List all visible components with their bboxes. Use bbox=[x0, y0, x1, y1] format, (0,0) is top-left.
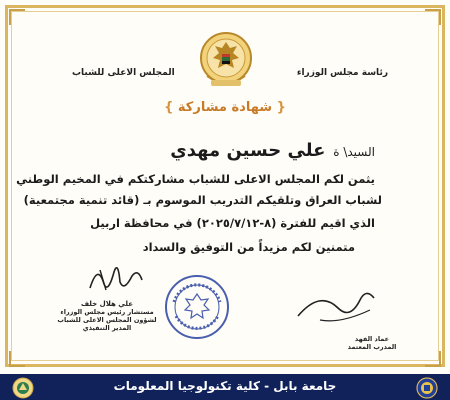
signature-block-left bbox=[52, 300, 162, 332]
signatory-name: عماد الفهد bbox=[354, 335, 390, 343]
corner-ornament bbox=[9, 351, 25, 367]
corner-ornament bbox=[425, 9, 441, 25]
corner-ornament bbox=[9, 9, 25, 25]
official-stamp-icon bbox=[162, 272, 232, 342]
header-council: المجلس الاعلى للشباب bbox=[72, 68, 175, 78]
corner-ornament bbox=[425, 351, 441, 367]
footer-text: جامعة بابل - كلية تكنولوجيا المعلومات bbox=[113, 379, 337, 393]
title-brace-close: } bbox=[164, 100, 174, 115]
signatory-name: علي هلال خلف bbox=[80, 300, 134, 308]
iraq-eagle-emblem-icon bbox=[197, 28, 255, 96]
recipient-line bbox=[170, 140, 375, 161]
university-logo-icon bbox=[12, 377, 34, 399]
signature-block-right bbox=[332, 335, 412, 351]
signatory-title: لشؤون المجلس الاعلى للشباب bbox=[57, 316, 157, 324]
signatory-title: المدرب المعتمد bbox=[347, 343, 397, 351]
certificate-title bbox=[0, 100, 450, 115]
salutation: السيد\ ة bbox=[333, 145, 375, 159]
title-brace-open: { bbox=[276, 100, 286, 115]
signature-scribble-left bbox=[80, 258, 150, 298]
body-line: الذي اقيم للفترة (٨-٢٠٢٥/٧/١٢) في محافظة اربيل bbox=[90, 216, 375, 230]
signature-scribble-right bbox=[290, 280, 380, 330]
closing-line: متمنين لكم مزيداً من التوفيق والسداد bbox=[142, 240, 355, 254]
recipient-name: علي حسين مهدي bbox=[170, 140, 326, 161]
signatory-title: المدير التنفيذي bbox=[82, 324, 132, 332]
title-text: شهادة مشاركة bbox=[177, 100, 273, 115]
body-line: يثمن لكم المجلس الاعلى للشباب مشاركتكم في المخيم الوطني bbox=[16, 172, 375, 186]
signatory-title: مستشار رئيس مجلس الوزراء bbox=[60, 308, 154, 316]
footer-banner bbox=[0, 374, 450, 400]
body-line: لشباب العراق وتلقيكم التدريب الموسوم بـ (قائد تنمية مجتمعية) bbox=[23, 193, 382, 207]
college-logo-icon bbox=[416, 377, 438, 399]
header-ministry: رئاسة مجلس الوزراء bbox=[296, 68, 388, 78]
